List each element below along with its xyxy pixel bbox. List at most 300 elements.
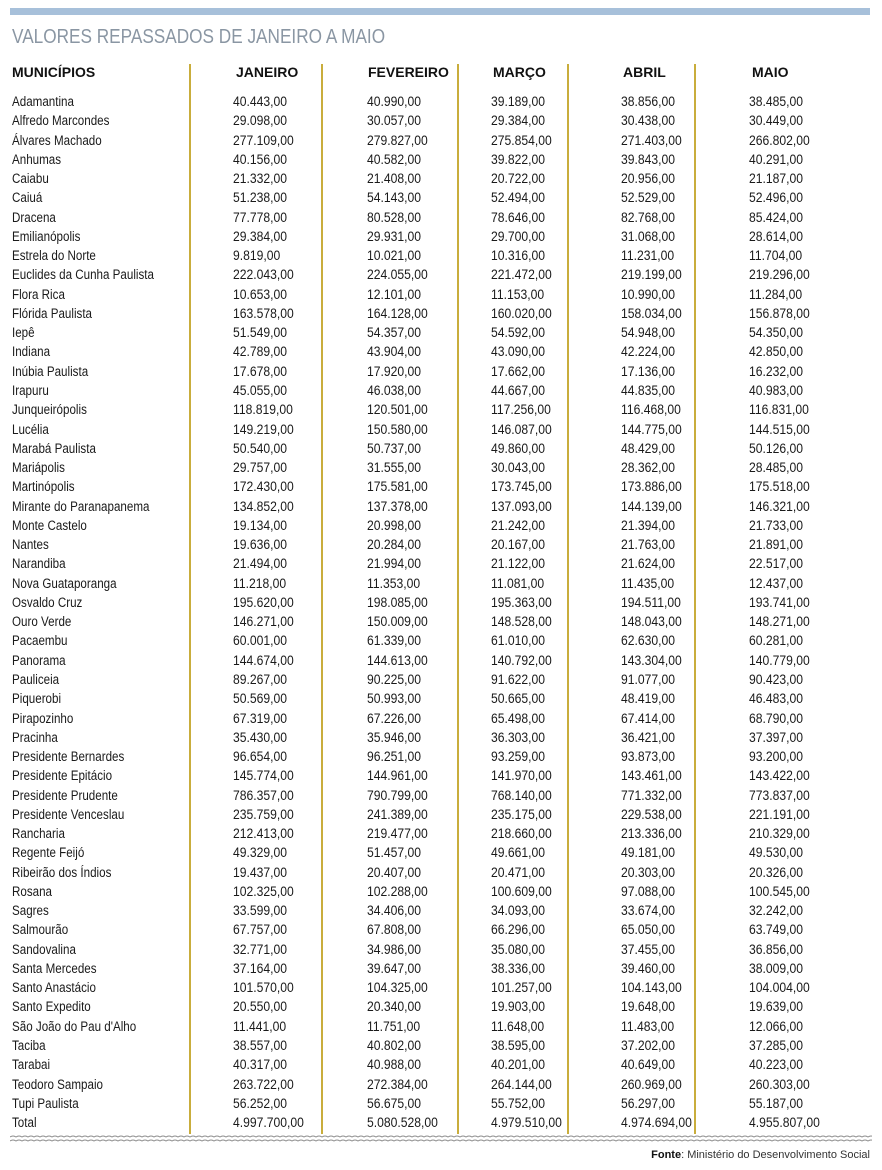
- municipio-cell: Mirante do Paranapanema: [12, 498, 150, 514]
- value-cell: 219.296,00: [749, 267, 810, 283]
- value-cell: 21.494,00: [233, 556, 288, 572]
- value-cell: 91.622,00: [491, 671, 546, 687]
- table-row: [0, 150, 882, 169]
- value-cell: 19.903,00: [491, 999, 546, 1015]
- value-cell: 260.969,00: [621, 1076, 682, 1092]
- value-cell: 20.722,00: [491, 171, 546, 187]
- value-cell: 21.332,00: [233, 171, 288, 187]
- value-cell: 10.990,00: [621, 286, 676, 302]
- value-cell: 134.852,00: [233, 498, 294, 514]
- table-row: [0, 285, 882, 304]
- table-row: [0, 574, 882, 593]
- value-cell: 54.948,00: [621, 325, 676, 341]
- table-row: [0, 728, 882, 747]
- value-cell: 20.956,00: [621, 171, 676, 187]
- table-row: [0, 169, 882, 188]
- municipio-cell: Teodoro Sampaio: [12, 1076, 104, 1092]
- table-row: [0, 651, 882, 670]
- value-cell: 20.471,00: [491, 864, 546, 880]
- municipio-cell: Flora Rica: [12, 286, 65, 302]
- value-cell: 21.624,00: [621, 556, 676, 572]
- value-cell: 28.362,00: [621, 460, 676, 476]
- value-cell: 29.384,00: [233, 228, 288, 244]
- value-cell: 32.771,00: [233, 941, 288, 957]
- table-row: [0, 593, 882, 612]
- value-cell: 96.251,00: [367, 749, 422, 765]
- value-cell: 146.321,00: [749, 498, 810, 514]
- table-row: [0, 805, 882, 824]
- value-cell: 17.136,00: [621, 363, 676, 379]
- value-cell: 21.122,00: [491, 556, 546, 572]
- table-row: [0, 959, 882, 978]
- value-cell: 30.043,00: [491, 460, 546, 476]
- value-cell: 198.085,00: [367, 594, 428, 610]
- table-row: [0, 901, 882, 920]
- header-maio: MAIO: [752, 64, 789, 80]
- table-row: [0, 323, 882, 342]
- header-janeiro: JANEIRO: [236, 64, 299, 80]
- municipio-cell: Monte Castelo: [12, 517, 87, 533]
- value-cell: 11.441,00: [233, 1018, 287, 1034]
- value-cell: 241.389,00: [367, 806, 428, 822]
- value-cell: 143.422,00: [749, 768, 810, 784]
- value-cell: 43.904,00: [367, 344, 422, 360]
- value-cell: 10.316,00: [491, 248, 546, 264]
- table-row: [0, 863, 882, 882]
- value-cell: 40.990,00: [367, 94, 422, 109]
- municipio-cell: Nantes: [12, 537, 49, 553]
- municipio-cell: Taciba: [12, 1038, 46, 1054]
- table-row: [0, 843, 882, 862]
- municipio-cell: Salmourão: [12, 922, 69, 938]
- value-cell: 67.226,00: [367, 710, 422, 726]
- value-cell: 146.087,00: [491, 421, 552, 437]
- municipio-cell: Flórida Paulista: [12, 305, 93, 321]
- value-cell: 29.384,00: [491, 113, 546, 129]
- total-row: [0, 1113, 882, 1132]
- table-row: [0, 400, 882, 419]
- value-cell: 37.202,00: [621, 1038, 676, 1054]
- value-cell: 224.055,00: [367, 267, 428, 283]
- value-cell: 212.413,00: [233, 826, 294, 842]
- value-cell: 34.406,00: [367, 903, 422, 919]
- page-title: VALORES REPASSADOS DE JANEIRO A MAIO: [12, 26, 386, 48]
- value-cell: 93.259,00: [491, 749, 546, 765]
- value-cell: 35.946,00: [367, 729, 422, 745]
- value-cell: 150.580,00: [367, 421, 428, 437]
- value-cell: 55.752,00: [491, 1095, 546, 1111]
- value-cell: 28.614,00: [749, 228, 804, 244]
- value-cell: 50.737,00: [367, 440, 422, 456]
- value-cell: 49.530,00: [749, 845, 804, 861]
- value-cell: 39.822,00: [491, 151, 546, 167]
- value-cell: 45.055,00: [233, 382, 288, 398]
- value-cell: 148.043,00: [621, 614, 682, 630]
- value-cell: 144.961,00: [367, 768, 428, 784]
- value-cell: 44.835,00: [621, 382, 676, 398]
- table-row: [0, 188, 882, 207]
- value-cell: 21.242,00: [491, 517, 546, 533]
- value-cell: 91.077,00: [621, 671, 676, 687]
- value-cell: 19.437,00: [233, 864, 288, 880]
- value-cell: 20.326,00: [749, 864, 804, 880]
- value-cell: 271.403,00: [621, 132, 682, 148]
- value-cell: 49.181,00: [621, 845, 676, 861]
- table-row: [0, 612, 882, 631]
- value-cell: 21.394,00: [621, 517, 676, 533]
- value-cell: 771.332,00: [621, 787, 682, 803]
- value-cell: 221.191,00: [749, 806, 810, 822]
- value-cell: 20.407,00: [367, 864, 422, 880]
- table-row: [0, 304, 882, 323]
- value-cell: 143.461,00: [621, 768, 682, 784]
- value-cell: 21.763,00: [621, 537, 676, 553]
- table-row: [0, 420, 882, 439]
- value-cell: 11.231,00: [621, 248, 675, 264]
- value-cell: 33.674,00: [621, 903, 676, 919]
- value-cell: 37.164,00: [233, 960, 288, 976]
- value-cell: 35.080,00: [491, 941, 546, 957]
- value-cell: 54.143,00: [367, 190, 422, 206]
- value-cell: 144.515,00: [749, 421, 810, 437]
- value-cell: 21.408,00: [367, 171, 422, 187]
- value-cell: 20.998,00: [367, 517, 422, 533]
- municipio-cell: Alfredo Marcondes: [12, 113, 110, 129]
- municipio-cell: Indiana: [12, 344, 51, 360]
- value-cell: 11.751,00: [367, 1018, 421, 1034]
- value-cell: 20.550,00: [233, 999, 288, 1015]
- value-cell: 11.153,00: [491, 286, 545, 302]
- value-cell: 38.336,00: [491, 960, 546, 976]
- municipio-cell: Irapuru: [12, 382, 49, 398]
- municipio-cell: Junqueirópolis: [12, 402, 87, 418]
- value-cell: 40.582,00: [367, 151, 422, 167]
- value-cell: 42.850,00: [749, 344, 804, 360]
- value-cell: 60.281,00: [749, 633, 804, 649]
- value-cell: 90.423,00: [749, 671, 804, 687]
- value-cell: 35.430,00: [233, 729, 288, 745]
- value-cell: 20.303,00: [621, 864, 676, 880]
- value-cell: 145.774,00: [233, 768, 294, 784]
- wavy-divider: [10, 1134, 872, 1144]
- value-cell: 20.167,00: [491, 537, 546, 553]
- value-cell: 102.288,00: [367, 883, 428, 899]
- value-cell: 175.518,00: [749, 479, 810, 495]
- value-cell: 63.749,00: [749, 922, 804, 938]
- value-cell: 222.043,00: [233, 267, 294, 283]
- table-row: [0, 997, 882, 1016]
- table-row: [0, 824, 882, 843]
- value-cell: 49.329,00: [233, 845, 288, 861]
- value-cell: 120.501,00: [367, 402, 428, 418]
- value-cell: 104.143,00: [621, 980, 682, 996]
- value-cell: 50.665,00: [491, 691, 546, 707]
- value-cell: 39.460,00: [621, 960, 676, 976]
- municipio-cell: Pauliceia: [12, 671, 60, 687]
- municipio-cell: Pracinha: [12, 729, 58, 745]
- table-row: [0, 111, 882, 130]
- municipio-cell: Narandiba: [12, 556, 66, 572]
- municipio-cell: Euclides da Cunha Paulista: [12, 267, 154, 283]
- value-cell: 40.201,00: [491, 1057, 546, 1073]
- value-cell: 210.329,00: [749, 826, 810, 842]
- municipio-cell: Inúbia Paulista: [12, 363, 89, 379]
- value-cell: 786.357,00: [233, 787, 294, 803]
- value-cell: 42.789,00: [233, 344, 288, 360]
- value-cell: 264.144,00: [491, 1076, 552, 1092]
- value-cell: 46.038,00: [367, 382, 422, 398]
- value-cell: 38.557,00: [233, 1038, 288, 1054]
- value-cell: 160.020,00: [491, 305, 552, 321]
- value-cell: 52.494,00: [491, 190, 546, 206]
- table-row: [0, 689, 882, 708]
- value-cell: 40.291,00: [749, 151, 804, 167]
- value-cell: 96.654,00: [233, 749, 288, 765]
- value-cell: 790.799,00: [367, 787, 428, 803]
- value-cell: 56.252,00: [233, 1095, 288, 1111]
- municipio-cell: Presidente Venceslau: [12, 806, 125, 822]
- value-cell: 49.860,00: [491, 440, 546, 456]
- value-cell: 29.700,00: [491, 228, 546, 244]
- value-cell: 4.979.510,00: [491, 1115, 562, 1131]
- municipio-cell: Rosana: [12, 883, 53, 899]
- table-row: [0, 92, 882, 111]
- value-cell: 143.304,00: [621, 652, 682, 668]
- municipio-cell: Tarabai: [12, 1057, 51, 1073]
- municipio-cell: Caiuá: [12, 190, 43, 206]
- municipio-cell: Álvares Machado: [12, 132, 102, 148]
- value-cell: 29.098,00: [233, 113, 288, 129]
- value-cell: 67.414,00: [621, 710, 676, 726]
- table-row: [0, 516, 882, 535]
- value-cell: 39.189,00: [491, 94, 546, 109]
- table-row: [0, 882, 882, 901]
- header-municipios: MUNICÍPIOS: [12, 64, 96, 80]
- value-cell: 40.443,00: [233, 94, 288, 109]
- value-cell: 50.540,00: [233, 440, 288, 456]
- table-row: [0, 1055, 882, 1074]
- value-cell: 36.856,00: [749, 941, 804, 957]
- municipio-cell: Caiabu: [12, 171, 49, 187]
- value-cell: 40.223,00: [749, 1057, 804, 1073]
- value-cell: 22.517,00: [749, 556, 804, 572]
- value-cell: 17.920,00: [367, 363, 422, 379]
- value-cell: 17.678,00: [233, 363, 288, 379]
- value-cell: 141.970,00: [491, 768, 552, 784]
- value-cell: 173.745,00: [491, 479, 552, 495]
- value-cell: 43.090,00: [491, 344, 546, 360]
- value-cell: 54.350,00: [749, 325, 804, 341]
- table-row: [0, 940, 882, 959]
- municipio-cell: Presidente Prudente: [12, 787, 118, 803]
- value-cell: 50.993,00: [367, 691, 422, 707]
- value-cell: 20.340,00: [367, 999, 422, 1015]
- table-row: [0, 362, 882, 381]
- value-cell: 21.187,00: [749, 171, 804, 187]
- municipio-cell: Lucélia: [12, 421, 49, 437]
- value-cell: 172.430,00: [233, 479, 294, 495]
- value-cell: 4.955.807,00: [749, 1115, 820, 1131]
- municipio-cell: Piquerobi: [12, 691, 62, 707]
- municipio-cell: Presidente Epitácio: [12, 768, 113, 784]
- value-cell: 173.886,00: [621, 479, 682, 495]
- table-row: [0, 670, 882, 689]
- value-cell: 39.647,00: [367, 960, 422, 976]
- header-abril: ABRIL: [623, 64, 666, 80]
- value-cell: 175.581,00: [367, 479, 428, 495]
- value-cell: 116.831,00: [749, 402, 809, 418]
- value-cell: 16.232,00: [749, 363, 804, 379]
- value-cell: 144.775,00: [621, 421, 682, 437]
- value-cell: 40.156,00: [233, 151, 288, 167]
- value-cell: 61.339,00: [367, 633, 422, 649]
- table-row: [0, 631, 882, 650]
- header-fevereiro: FEVEREIRO: [368, 64, 449, 80]
- value-cell: 9.819,00: [233, 248, 281, 264]
- municipio-cell: Tupi Paulista: [12, 1095, 79, 1111]
- value-cell: 219.477,00: [367, 826, 428, 842]
- municipio-cell: São João do Pau d'Alho: [12, 1018, 137, 1034]
- table-row: [0, 246, 882, 265]
- value-cell: 12.437,00: [749, 575, 804, 591]
- value-cell: 4.974.694,00: [621, 1115, 692, 1131]
- value-cell: 140.792,00: [491, 652, 552, 668]
- value-cell: 19.134,00: [233, 517, 288, 533]
- value-cell: 195.363,00: [491, 594, 552, 610]
- value-cell: 52.529,00: [621, 190, 676, 206]
- value-cell: 61.010,00: [491, 633, 546, 649]
- table-row: [0, 1036, 882, 1055]
- value-cell: 55.187,00: [749, 1095, 804, 1111]
- municipio-cell: Panorama: [12, 652, 66, 668]
- top-accent-bar: [10, 8, 870, 15]
- municipio-cell: Emilianópolis: [12, 228, 81, 244]
- value-cell: 80.528,00: [367, 209, 422, 225]
- value-cell: 144.613,00: [367, 652, 428, 668]
- value-cell: 11.218,00: [233, 575, 287, 591]
- value-cell: 50.126,00: [749, 440, 804, 456]
- value-cell: 93.873,00: [621, 749, 676, 765]
- municipio-cell: Nova Guataporanga: [12, 575, 117, 591]
- value-cell: 5.080.528,00: [367, 1115, 438, 1131]
- value-cell: 118.819,00: [233, 402, 293, 418]
- value-cell: 768.140,00: [491, 787, 552, 803]
- value-cell: 40.802,00: [367, 1038, 422, 1054]
- value-cell: 34.093,00: [491, 903, 546, 919]
- value-cell: 137.378,00: [367, 498, 428, 514]
- table-row: [0, 208, 882, 227]
- value-cell: 38.009,00: [749, 960, 804, 976]
- value-cell: 30.438,00: [621, 113, 676, 129]
- value-cell: 48.429,00: [621, 440, 676, 456]
- value-cell: 39.843,00: [621, 151, 676, 167]
- municipio-cell: Dracena: [12, 209, 56, 225]
- value-cell: 37.397,00: [749, 729, 804, 745]
- value-cell: 11.704,00: [749, 248, 803, 264]
- table-row: [0, 265, 882, 284]
- value-cell: 20.284,00: [367, 537, 422, 553]
- value-cell: 21.994,00: [367, 556, 422, 572]
- source-label: Fonte: [651, 1149, 682, 1161]
- value-cell: 67.319,00: [233, 710, 288, 726]
- value-cell: 140.779,00: [749, 652, 810, 668]
- value-cell: 235.175,00: [491, 806, 552, 822]
- municipio-cell: Total: [12, 1115, 37, 1131]
- value-cell: 163.578,00: [233, 305, 294, 321]
- value-cell: 100.545,00: [749, 883, 810, 899]
- value-cell: 11.081,00: [491, 575, 545, 591]
- value-cell: 40.649,00: [621, 1057, 676, 1073]
- municipio-cell: Rancharia: [12, 826, 65, 842]
- value-cell: 100.609,00: [491, 883, 552, 899]
- value-cell: 52.496,00: [749, 190, 804, 206]
- table-row: [0, 747, 882, 766]
- value-cell: 10.653,00: [233, 286, 288, 302]
- value-cell: 36.421,00: [621, 729, 676, 745]
- value-cell: 19.639,00: [749, 999, 804, 1015]
- value-cell: 33.599,00: [233, 903, 288, 919]
- value-cell: 30.449,00: [749, 113, 804, 129]
- municipio-cell: Santo Expedito: [12, 999, 91, 1015]
- value-cell: 40.317,00: [233, 1057, 288, 1073]
- value-cell: 266.802,00: [749, 132, 810, 148]
- source-note: [651, 1149, 870, 1161]
- value-cell: 29.931,00: [367, 228, 422, 244]
- value-cell: 260.303,00: [749, 1076, 810, 1092]
- value-cell: 37.455,00: [621, 941, 676, 957]
- value-cell: 97.088,00: [621, 883, 676, 899]
- municipio-cell: Pacaembu: [12, 633, 68, 649]
- data-table: [0, 92, 882, 1132]
- municipio-cell: Martinópolis: [12, 479, 75, 495]
- value-cell: 65.498,00: [491, 710, 546, 726]
- value-cell: 68.790,00: [749, 710, 804, 726]
- value-cell: 56.297,00: [621, 1095, 676, 1111]
- value-cell: 116.468,00: [621, 402, 681, 418]
- value-cell: 218.660,00: [491, 826, 552, 842]
- value-cell: 60.001,00: [233, 633, 288, 649]
- value-cell: 193.741,00: [749, 594, 810, 610]
- value-cell: 773.837,00: [749, 787, 810, 803]
- value-cell: 11.284,00: [749, 286, 803, 302]
- municipio-cell: Sandovalina: [12, 941, 76, 957]
- value-cell: 272.384,00: [367, 1076, 428, 1092]
- value-cell: 149.219,00: [233, 421, 294, 437]
- table-row: [0, 342, 882, 361]
- value-cell: 148.528,00: [491, 614, 552, 630]
- value-cell: 28.485,00: [749, 460, 804, 476]
- table-row: [0, 978, 882, 997]
- municipio-cell: Mariápolis: [12, 460, 65, 476]
- source-text: : Ministério do Desenvolvimento Social: [681, 1149, 870, 1161]
- value-cell: 263.722,00: [233, 1076, 294, 1092]
- value-cell: 54.357,00: [367, 325, 422, 341]
- value-cell: 4.997.700,00: [233, 1115, 304, 1131]
- municipio-cell: Ouro Verde: [12, 614, 72, 630]
- value-cell: 31.555,00: [367, 460, 422, 476]
- table-row: [0, 535, 882, 554]
- value-cell: 12.066,00: [749, 1018, 804, 1034]
- table-row: [0, 1094, 882, 1113]
- table-row: [0, 458, 882, 477]
- value-cell: 40.983,00: [749, 382, 804, 398]
- value-cell: 229.538,00: [621, 806, 682, 822]
- municipio-cell: Sagres: [12, 903, 49, 919]
- value-cell: 32.242,00: [749, 903, 804, 919]
- value-cell: 102.325,00: [233, 883, 294, 899]
- municipio-cell: Osvaldo Cruz: [12, 594, 83, 610]
- value-cell: 51.238,00: [233, 190, 288, 206]
